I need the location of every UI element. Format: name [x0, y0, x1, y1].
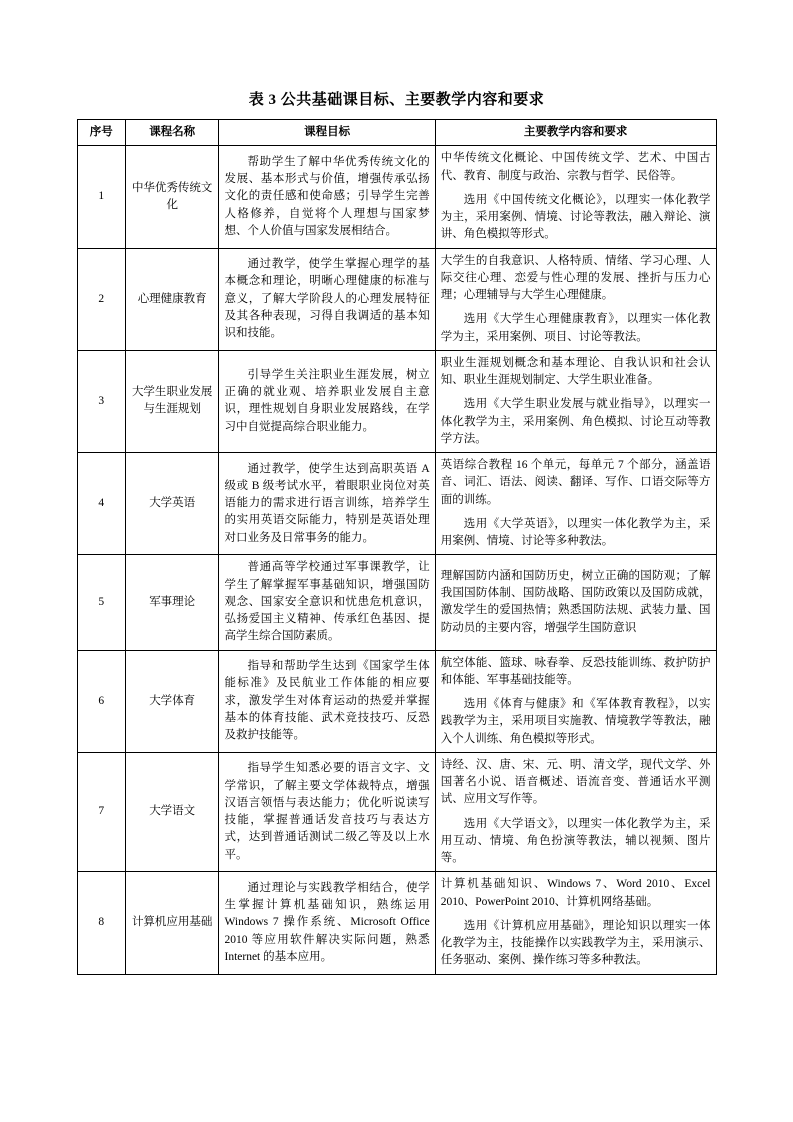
cell-teaching-content — [435, 453, 716, 555]
table-row — [77, 248, 716, 350]
cell-teaching-content — [435, 350, 716, 452]
content-paragraph: 选用《计算机应用基础》，理论知识以理实一体化教学为主，技能操作以实践教学为主，采用演示、任务驱动、案例、操作练习等多种教法。 — [440, 919, 711, 967]
goal-paragraph: 引导学生关注职业生涯发展，树立正确的就业观、培养职业发展自主意识，理性规划自身职业发展路线，在学习中自觉提高综合职业能力。 — [224, 368, 430, 433]
table-row — [77, 872, 716, 974]
table-row — [77, 650, 716, 752]
goal-paragraph: 指导和帮助学生达到《国家学生体能标准》及民航业工作体能的相应要求，激发学生对体育运动的热爱并掌握基本的体育技能、武术竞技技巧、反恐及救护技能等。 — [224, 660, 430, 741]
content-paragraph: 选用《大学生心理健康教育》，以理实一体化教学为主，采用案例、项目、讨论等教法。 — [440, 313, 711, 343]
cell-course-goal — [219, 248, 435, 350]
content-paragraph: 英语综合教程 16 个单元，每单元 7 个部分，涵盖语音、词汇、语法、阅读、翻译、写作、口语交际等方面的训练。 — [440, 459, 711, 506]
cell-course-goal — [219, 146, 435, 248]
cell-no: 5 — [77, 555, 125, 650]
goal-paragraph: 普通高等学校通过军事课教学，让学生了解掌握军事基础知识，增强国防观念、国家安全意识和忧患危机意识，弘扬爱国主义精神、传承红色基因、提高学生综合国防素质。 — [224, 561, 430, 643]
content-paragraph: 计算机基础知识、Windows 7、Word 2010、Excel 2010、PowerPoint 2010、计算机网络基础。 — [440, 878, 711, 908]
goal-paragraph: 通过教学，使学生达到高职英语 A 级或 B 级考试水平，着眼职业岗位对英语能力的需求进行语言训练，培养学生的实用英语交际能力，特别是英语处理对口业务及日常事务的能力。 — [224, 462, 430, 544]
cell-course-name: 大学生职业发展与生涯规划 — [125, 350, 219, 452]
cell-course-name: 心理健康教育 — [125, 248, 219, 350]
column-header-teaching-content: 主要教学内容和要求 — [435, 120, 716, 146]
content-paragraph: 航空体能、篮球、咏春拳、反恐技能训练、救护防护和体能、军事基础技能等。 — [440, 656, 711, 686]
cell-no: 6 — [77, 650, 125, 752]
cell-no: 7 — [77, 752, 125, 872]
table-row — [77, 555, 716, 650]
table-row — [77, 752, 716, 872]
goal-paragraph: 指导学生知悉必要的语言文字、文学常识，了解主要文学体裁特点，增强汉语言领悟与表达能力；优化听说读写技能，掌握普通话发音技巧与表达方式，达到普通话测试二级乙等及以上水平。 — [224, 762, 430, 861]
cell-no: 3 — [77, 350, 125, 452]
table-row — [77, 146, 716, 248]
cell-course-goal — [219, 555, 435, 650]
cell-course-goal — [219, 752, 435, 872]
cell-course-name: 大学语文 — [125, 752, 219, 872]
content-paragraph: 选用《中国传统文化概论》，以理实一体化教学为主，采用案例、情境、讨论等教法，融入辩论、演讲、角色模拟等形式。 — [440, 193, 711, 241]
column-header-no: 序号 — [77, 120, 125, 146]
cell-course-goal — [219, 872, 435, 974]
cell-course-name: 中华优秀传统文化 — [125, 146, 219, 248]
content-paragraph: 职业生涯规划概念和基本理论、自我认识和社会认知、职业生涯规划制定、大学生职业准备。 — [440, 356, 711, 386]
cell-teaching-content — [435, 146, 716, 248]
content-paragraph: 理解国防内涵和国防历史，树立正确的国防观；了解我国国防体制、国防战略、国防政策以及国防成就，激发学生的爱国热情；熟悉国防法规、武装力量、国防动员的主要内容，增强学生国防意识 — [440, 569, 711, 634]
cell-no: 1 — [77, 146, 125, 248]
content-paragraph: 选用《大学生职业发展与就业指导》，以理实一体化教学为主，采用案例、角色模拟、讨论互动等教学方法。 — [440, 398, 711, 445]
cell-teaching-content — [435, 650, 716, 752]
cell-no: 4 — [77, 453, 125, 555]
goal-paragraph: 通过理论与实践教学相结合，使学生掌握计算机基础知识，熟练运用 Windows 7 操作系统、Microsoft Office 2010 等应用软件解决实际问题，熟悉 Internet 的基本应用。 — [224, 881, 430, 963]
cell-course-name: 军事理论 — [125, 555, 219, 650]
cell-course-name: 大学英语 — [125, 453, 219, 555]
table-header — [77, 120, 716, 146]
content-paragraph: 选用《体育与健康》和《军体教育教程》，以实践教学为主，采用项目实施教、情境教学等教法，融入个人训练、角色模拟等形式。 — [440, 698, 711, 745]
content-paragraph: 诗经、汉、唐、宋、元、明、清文学，现代文学、外国著名小说、语音概述、语流音变、普通话水平测试、应用文写作等。 — [440, 758, 711, 806]
content-paragraph: 选用《大学语文》，以理实一体化教学为主，采用互动、情境、角色扮演等教法，辅以视频、图片等。 — [440, 817, 711, 864]
table-row — [77, 350, 716, 452]
cell-teaching-content — [435, 248, 716, 350]
cell-course-goal — [219, 350, 435, 452]
cell-course-goal — [219, 453, 435, 555]
content-paragraph: 选用《大学英语》，以理实一体化教学为主，采用案例、情境、讨论等多种教法。 — [440, 517, 711, 547]
table-row — [77, 453, 716, 555]
content-paragraph: 大学生的自我意识、人格特质、情绪、学习心理、人际交往心理、恋爱与性心理的发展、挫折与压力心理；心理辅导与大学生心理健康。 — [440, 254, 711, 301]
page-title: 表 3 公共基础课目标、主要教学内容和要求 — [248, 92, 545, 108]
goal-paragraph: 通过教学，使学生掌握心理学的基本概念和理论，明晰心理健康的标准与意义，了解大学阶段人的心理发展特征及其各种表现，习得自我调适的基本知识和技能。 — [224, 258, 430, 339]
goal-paragraph: 帮助学生了解中华优秀传统文化的发展、基本形式与价值，增强传承弘扬文化的责任感和使命感；引导学生完善人格修养，自觉将个人理想与国家梦想、个人价值与国家发展相结合。 — [224, 155, 430, 237]
table-header-row — [77, 120, 716, 146]
public-basic-course-table — [77, 119, 717, 975]
cell-no: 8 — [77, 872, 125, 974]
content-paragraph: 中华传统文化概论、中国传统文学、艺术、中国古代、教育、制度与政治、宗教与哲学、民俗等。 — [440, 152, 711, 182]
cell-teaching-content — [435, 872, 716, 974]
cell-course-name: 计算机应用基础 — [125, 872, 219, 974]
cell-teaching-content — [435, 555, 716, 650]
column-header-course-goal: 课程目标 — [219, 120, 435, 146]
table-body — [77, 146, 716, 974]
cell-no: 2 — [77, 248, 125, 350]
cell-course-goal — [219, 650, 435, 752]
cell-teaching-content — [435, 752, 716, 872]
column-header-course-name: 课程名称 — [125, 120, 219, 146]
cell-course-name: 大学体育 — [125, 650, 219, 752]
